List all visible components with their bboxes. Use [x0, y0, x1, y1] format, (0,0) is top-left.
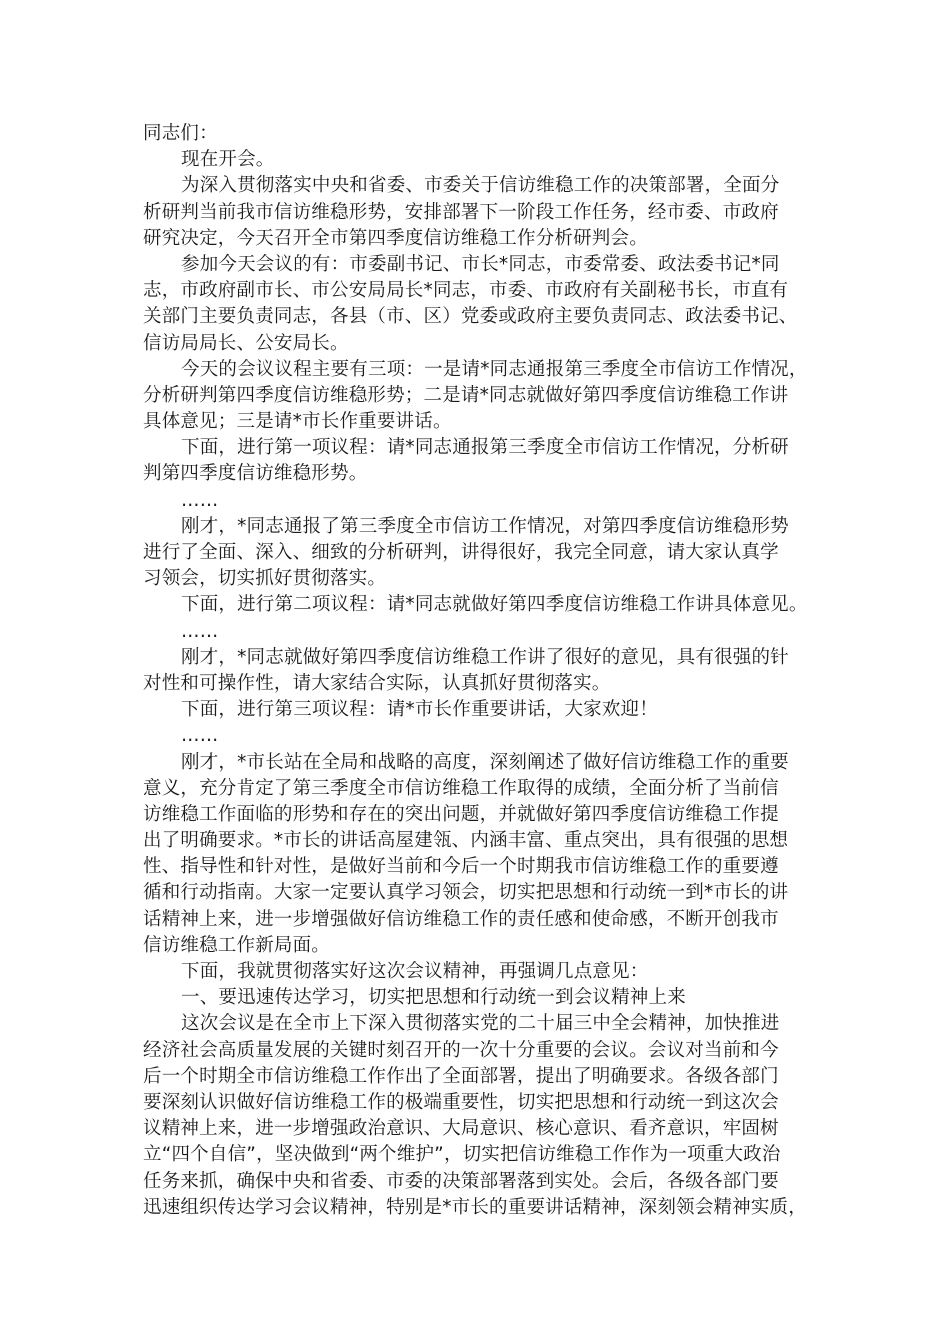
text-line: 性、指导性和针对性，是做好当前和今后一个时期我市信访维稳工作的重要遵	[143, 856, 779, 878]
text-line: 话精神上来，进一步增强做好信访维稳工作的责任感和使命感，不断开创我市	[143, 908, 779, 930]
text-line: 志，市政府副市长、市公安局局长*同志，市委、市政府有关副秘书长，市直有	[143, 280, 789, 302]
text-line: 任务来抓，确保中央和省委、市委的决策部署落到实处。会后，各级各部门要	[143, 1170, 779, 1192]
text-line: 要深刻认识做好信访维稳工作的极端重要性，切实把思想和行动统一到这次会	[143, 1091, 779, 1113]
paragraph-first-line: 下面，我就贯彻落实好这次会议精神，再强调几点意见：	[181, 961, 649, 982]
text-line: 分析研判第四季度信访维稳形势；二是请*同志就做好第四季度信访维稳工作讲	[143, 384, 789, 406]
paragraph-first-line: 为深入贯彻落实中央和省委、市委关于信访维稳工作的决策部署，全面分	[181, 175, 780, 197]
text-line: 习领会，切实抓好贯彻落实。	[143, 568, 387, 590]
paragraph-first-line: 今天的会议议程主要有三项：一是请*同志通报第三季度全市信访工作情况，	[181, 358, 808, 380]
paragraph-first-line: 参加今天会议的有：市委副书记、市长*同志，市委常委、政法委书记*同	[181, 253, 780, 275]
paragraph-first-line: 下面，进行第一项议程：请*同志通报第三季度全市信访工作情况，分析研	[181, 437, 789, 459]
text-line: 析研判当前我市信访维稳形势，安排部署下一阶段工作任务，经市委、市政府	[143, 201, 779, 223]
text-line: 判第四季度信访维稳形势。	[143, 463, 368, 485]
paragraph-first-line: 这次会议是在全市上下深入贯彻落实党的二十届三中全会精神，加快推进	[181, 1013, 780, 1035]
text-line: 议精神上来，进一步增强政治意识、大局意识、核心意识、看齐意识，牢固树	[143, 1118, 779, 1140]
text-line: 信访局局长、公安局长。	[143, 332, 349, 354]
speech-text	[143, 121, 833, 1221]
text-line: 访维稳工作面临的形势和存在的突出问题，并就做好第四季度信访维稳工作提	[143, 803, 779, 825]
text-line: 出了明确要求。*市长的讲话高屋建瓴、内涵丰富、重点突出，具有很强的思想	[143, 830, 789, 852]
paragraph-first-line: ……	[181, 725, 219, 747]
paragraph-first-line: 现在开会。	[181, 149, 275, 171]
text-line: 对性和可操作性，请大家结合实际，认真抓好贯彻落实。	[143, 672, 611, 694]
text-line: 后一个时期全市信访维稳工作作出了全面部署，提出了明确要求。各级各部门	[143, 1065, 779, 1087]
paragraph-first-line: 下面，进行第二项议程：请*同志就做好第四季度信访维稳工作讲具体意见。	[181, 594, 808, 616]
paragraph-first-line: 刚才，*市长站在全局和战略的高度，深刻阐述了做好信访维稳工作的重要	[181, 751, 789, 773]
text-line: 进行了全面、深入、细致的分析研判，讲得很好，我完全同意，请大家认真学	[143, 542, 779, 563]
text-line: 信访维稳工作新局面。	[143, 934, 331, 956]
paragraph-first-line: 刚才，*同志通报了第三季度全市信访工作情况，对第四季度信访维稳形势	[181, 515, 789, 537]
paragraph-first-line: 下面，进行第三项议程：请*市长作重要讲话，大家欢迎！	[181, 699, 658, 721]
text-line: 具体意见；三是请*市长作重要讲话。	[143, 411, 452, 433]
text-line: 意义，充分肯定了第三季度全市信访维稳工作取得的成绩，全面分析了当前信	[143, 777, 779, 799]
paragraph-first-line: 刚才，*同志就做好第四季度信访维稳工作讲了很好的意见，具有很强的针	[181, 646, 789, 668]
text-line: 关部门主要负责同志，各县（市、区）党委或政府主要负责同志、政法委书记、	[143, 306, 798, 328]
paragraph-first-line: ……	[181, 489, 219, 511]
text-line: 同志们：	[143, 123, 218, 144]
paragraph-first-line: ……	[181, 620, 219, 642]
text-line: 循和行动指南。大家一定要认真学习领会，切实把思想和行动统一到*市长的讲	[143, 882, 789, 904]
text-line: 立“四个自信”，坚决做到“两个维护”，切实把信访维稳工作作为一项重大政治	[143, 1144, 781, 1166]
paragraph-first-line: 一、要迅速传达学习，切实把思想和行动统一到会议精神上来	[181, 987, 686, 1009]
text-line: 迅速组织传达学习会议精神，特别是*市长的重要讲话精神，深刻领会精神实质，	[143, 1196, 807, 1218]
text-line: 研究决定，今天召开全市第四季度信访维稳工作分析研判会。	[143, 227, 648, 249]
text-line: 经济社会高质量发展的关键时刻召开的一次十分重要的会议。会议对当前和今	[143, 1039, 779, 1061]
